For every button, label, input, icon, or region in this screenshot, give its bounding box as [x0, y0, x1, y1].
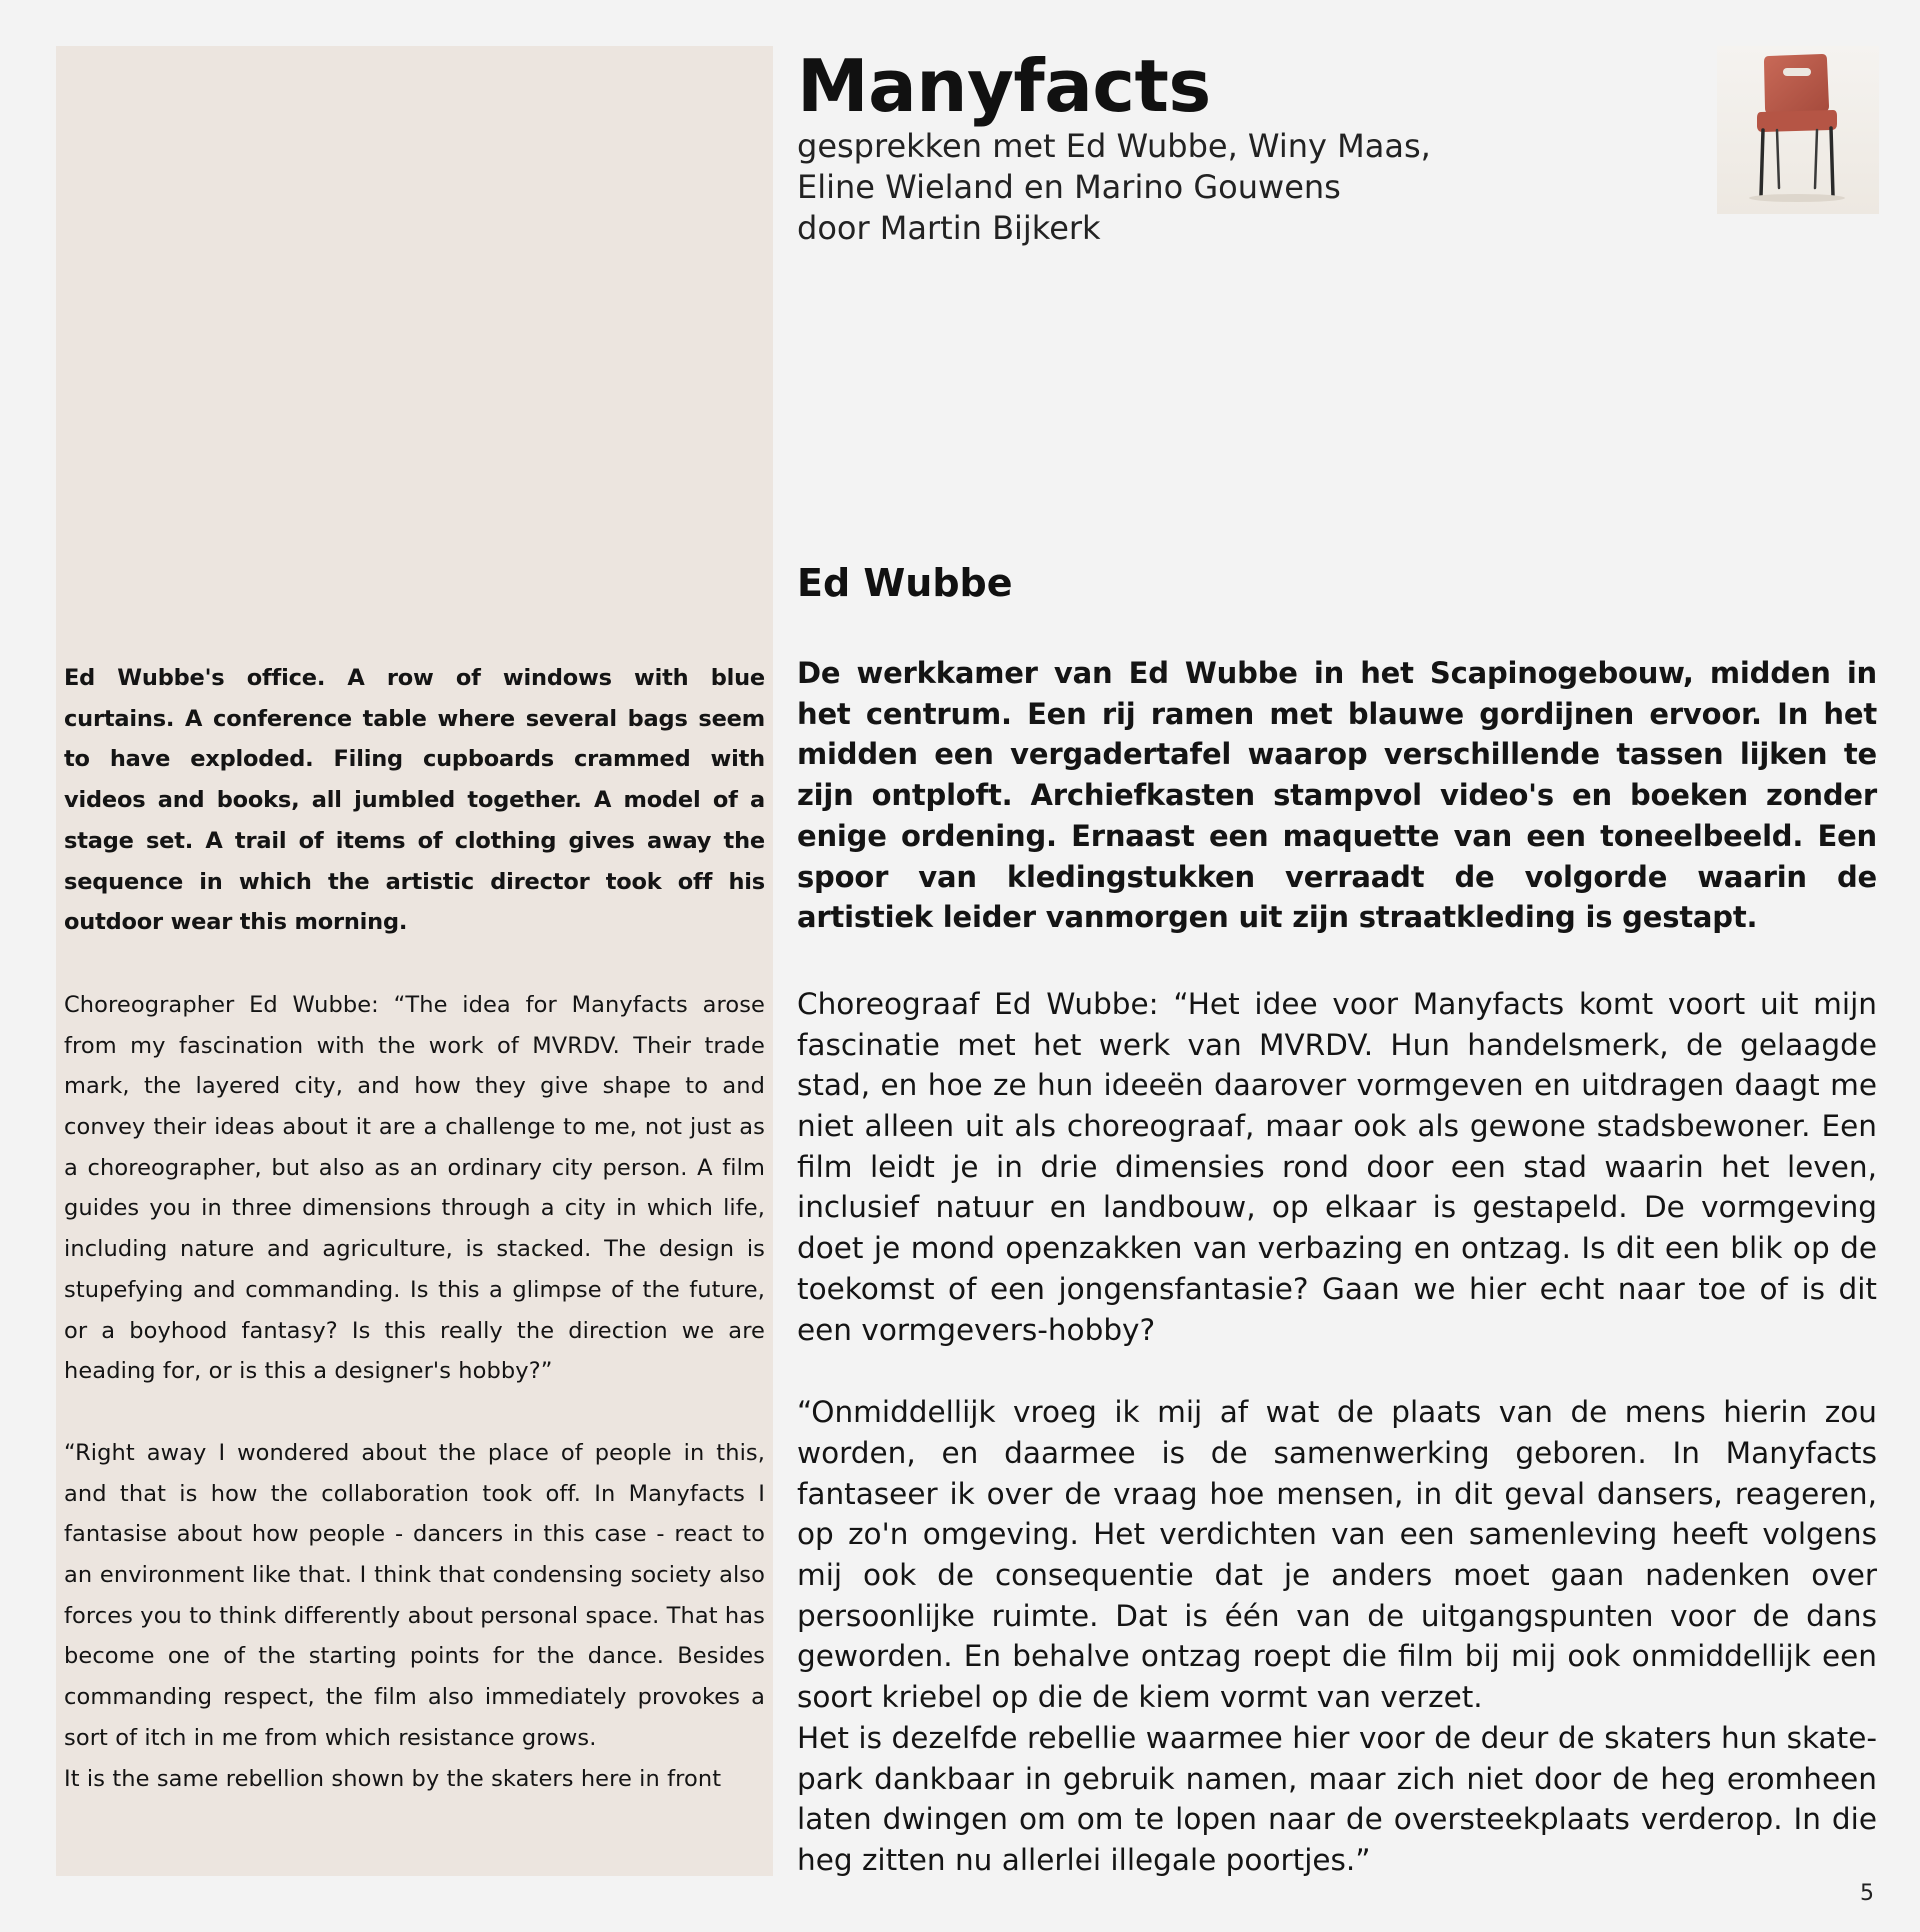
- dutch-intro-paragraph: De werkkamer van Ed Wubbe in het Scapinogebouw, midden in het centrum. Een rij ramen met blauwe gordijnen ervoor. In het midden een vergadertafel waarop verschillende tassen lijken te zijn ontploft. Archiefkasten stampvol video's en boeken zonder enige ordening. Ernaast een maquette van een toneelbeeld. Een spoor van kledingstukken verraadt de volgorde waarin de artistiek leider vanmorgen uit zijn straatkleding is gestapt.: [797, 656, 1877, 935]
- dutch-paragraph-3: Het is dezelfde rebellie waarmee hier voor de deur de skaters hun skate-park dankbaar in gebruik namen, maar zich niet door de heg eromheen laten dwingen om om te lopen naar de oversteekplaats verderop. In die heg zitten nu allerlei illegale poortjes.”: [797, 1720, 1877, 1877]
- english-paragraph-1: Choreographer Ed Wubbe: “The idea for Manyfacts arose from my fascination with the work of MVRDV. Their trade mark, the layered city, and how they give shape to and convey their ideas about it are a challenge to me, not just as a choreographer, but also as an ordinary city person. A film guides you in three dimensions through a city in which life, including nature and agriculture, is stacked. The design is stupefying and commanding. Is this a glimpse of the future, or a boyhood fantasy? Is this really the direction we are heading for, or is this a designer's hobby?”: [64, 991, 765, 1385]
- chair-icon: [1717, 46, 1879, 214]
- english-intro-paragraph: Ed Wubbe's office. A row of windows with blue curtains. A conference table where several bags seem to have exploded. Filing cupboards crammed with videos and books, all jumbled together. A model of a stage set. A trail of items of clothing gives away the sequence in which the artistic director took off his outdoor wear this morning.: [64, 665, 765, 936]
- english-paragraph-3: It is the same rebellion shown by the skaters here in front: [64, 1765, 722, 1792]
- subtitle-line-3: door Martin Bijkerk: [797, 209, 1101, 247]
- english-paragraph-2: “Right away I wondered about the place of people in this, and that is how the collaboration took off. In Manyfacts I fantasise about how people - dancers in this case - react to an environment like that. I think that condensing society also forces you to think differently about personal space. That has become one of the starting points for the dance. Besides commanding respect, the film also immediately provokes a sort of itch in me from which resistance grows.: [64, 1439, 765, 1751]
- chair-photo: [1717, 46, 1879, 214]
- dutch-body: [797, 653, 1877, 1881]
- section-heading: Ed Wubbe: [797, 561, 1013, 605]
- page-number: 5: [1860, 1881, 1874, 1906]
- article-title: Manyfacts: [797, 44, 1211, 128]
- dutch-paragraph-1: Choreograaf Ed Wubbe: “Het idee voor Manyfacts komt voort uit mijn fascinatie met het werk van MVRDV. Hun handelsmerk, de gelaagde stad, en hoe ze hun ideeën daarover vormgeven en uitdragen daagt me niet alleen uit als choreograaf, maar ook als gewone stadsbewoner. Een film leidt je in drie dimensies rond door een stad waarin het leven, inclusief natuur en landbouw, op elkaar is gestapeld. De vormgeving doet je mond openzakken van verbazing en ontzag. Is dit een blik op de toekomst of een jongensfantasie? Gaan we hier echt naar toe of is dit een vormgevers-hobby?: [797, 986, 1877, 1347]
- dutch-paragraph-2: “Onmiddellijk vroeg ik mij af wat de plaats van de mens hierin zou worden, en daarmee is de samenwerking geboren. In Manyfacts fantaseer ik over de vraag hoe mensen, in dit geval dansers, reageren, op zo'n omgeving. Het verdichten van een samenleving heeft volgens mij ook de consequentie dat je anders moet gaan nadenken over persoonlijke ruimte. Dat is één van de uitgangspunten voor de dans geworden. En behalve ontzag roept die film bij mij ook onmiddellijk een soort kriebel op die de kiem vormt van verzet.: [797, 1395, 1877, 1715]
- subtitle-line-1: gesprekken met Ed Wubbe, Winy Maas,: [797, 127, 1431, 165]
- dutch-main-column: [797, 44, 1877, 1877]
- subtitle-line-2: Eline Wieland en Marino Gouwens: [797, 168, 1341, 206]
- english-translation-column: [56, 46, 773, 1876]
